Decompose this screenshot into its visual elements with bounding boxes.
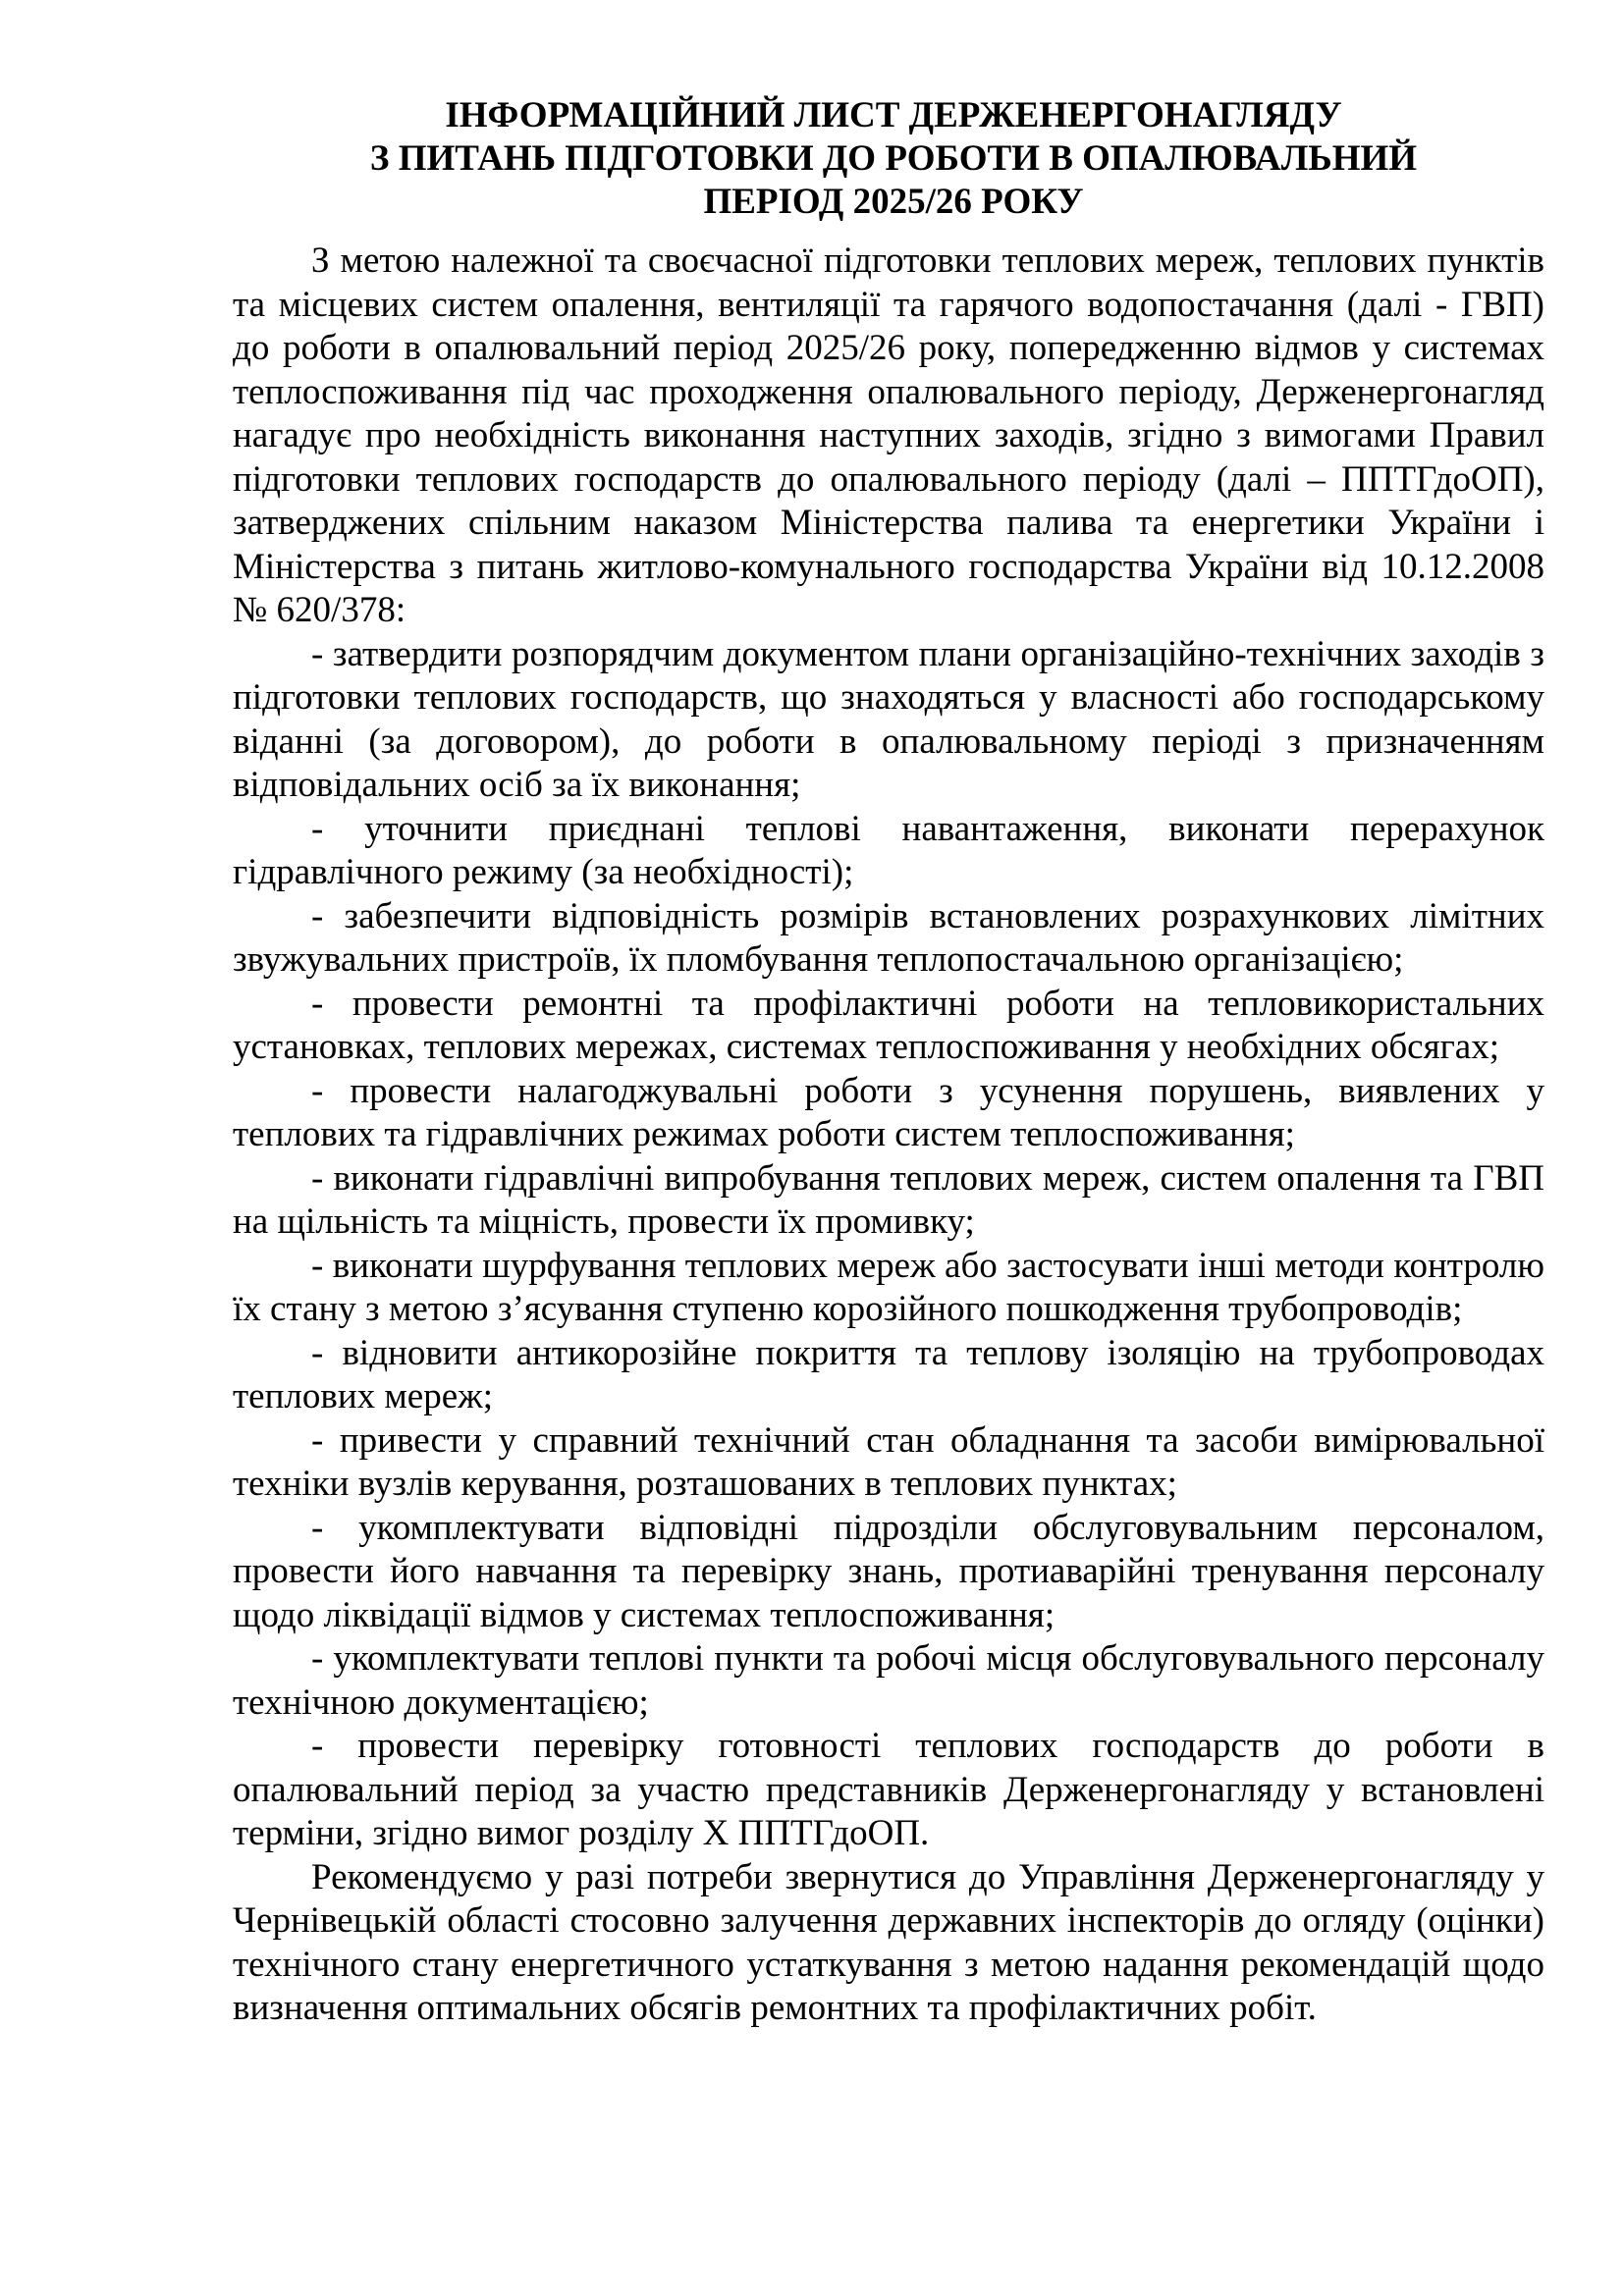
intro-paragraph: З метою належної та своєчасної підготовки теплових мереж, теплових пунктів та місцевих систем опалення, вентиляції та гарячого водопостачання (далі - ГВП) до роботи в опалювальний період 2025/26 року, попередженню відмов у системах теплоспоживання під час проходження опалювального періоду, Держенергонагляд нагадує про необхідність виконання наступних заходів, згідно з вимогами Правил підготовки теплових господарств до опалювального періоду (далі – ППТГдоОП), затверджених спільним наказом Міністерства палива та енергетики України і Міністерства з питань житлово-комунального господарства України від 10.12.2008 № 620/378: xyxy=(233,240,1544,630)
title-line-3: ПЕРІОД 2025/26 РОКУ xyxy=(703,182,1084,222)
list-item: - відновити антикорозійне покриття та теплову ізоляцію на трубопроводах теплових мереж; xyxy=(233,1332,1544,1416)
document-title xyxy=(236,94,1551,224)
list-item: - провести ремонтні та профілактичні роботи на тепловикористальних установках, теплових мережах, системах теплоспоживання у необхідних обсягах; xyxy=(233,983,1544,1067)
title-line-2: З ПИТАНЬ ПІДГОТОВКИ ДО РОБОТИ В ОПАЛЮВАЛЬНИЙ xyxy=(369,138,1418,179)
list-item: - забезпечити відповідність розмірів встановлених розрахункових лімітних звужувальних пристроїв, їх пломбування теплопостачальною організацією; xyxy=(233,895,1544,980)
list-item: - привести у справний технічний стан обладнання та засоби вимірювальної техніки вузлів керування, розташованих в теплових пунктах; xyxy=(233,1419,1544,1504)
list-item: - виконати шурфування теплових мереж або застосувати інші методи контролю їх стану з метою з’ясування ступеню корозійного пошкодження трубопроводів; xyxy=(233,1245,1544,1329)
list-item: - укомплектувати відповідні підрозділи обслуговувальним персоналом, провести його навчання та перевірку знань, протиаварійні тренування персоналу щодо ліквідації відмов у системах теплоспоживання; xyxy=(233,1507,1544,1635)
list-item: - уточнити приєднані теплові навантаження, виконати перерахунок гідравлічного режиму (за необхідності); xyxy=(233,808,1544,892)
list-item: - виконати гідравлічні випробування теплових мереж, систем опалення та ГВП на щільність та міцність, провести їх промивку; xyxy=(233,1157,1544,1242)
list-item: - провести перевірку готовності теплових господарств до роботи в опалювальний період за участю представників Держенергонагляду у встановлені терміни, згідно вимог розділу X ППТГдоОП. xyxy=(233,1726,1544,1853)
list-item: - провести налагоджувальні роботи з усунення порушень, виявлених у теплових та гідравлічних режимах роботи систем теплоспоживання; xyxy=(233,1070,1544,1154)
title-line-1: ІНФОРМАЦІЙНИЙ ЛИСТ ДЕРЖЕНЕРГОНАГЛЯДУ xyxy=(445,95,1342,135)
closing-paragraph: Рекомендуємо у разі потреби звернутися до Управління Держенергонагляду у Чернівецькій області стосовно залучення державних інспекторів до огляду (оцінки) технічного стану енергетичного устаткування з метою надання рекомендацій щодо визначення оптимальних обсягів ремонтних та профілактичних робіт. xyxy=(233,1856,1544,2028)
document-body xyxy=(233,240,1544,2031)
list-item: - затвердити розпорядчим документом плани організаційно-технічних заходів з підготовки теплових господарств, що знаходяться у власності або господарському віданні (за договором), до роботи в опалювальному періоді з призначенням відповідальних осіб за їх виконання; xyxy=(233,633,1544,805)
list-item: - укомплектувати теплові пункти та робочі місця обслуговувального персоналу технічною документацією; xyxy=(233,1638,1544,1723)
